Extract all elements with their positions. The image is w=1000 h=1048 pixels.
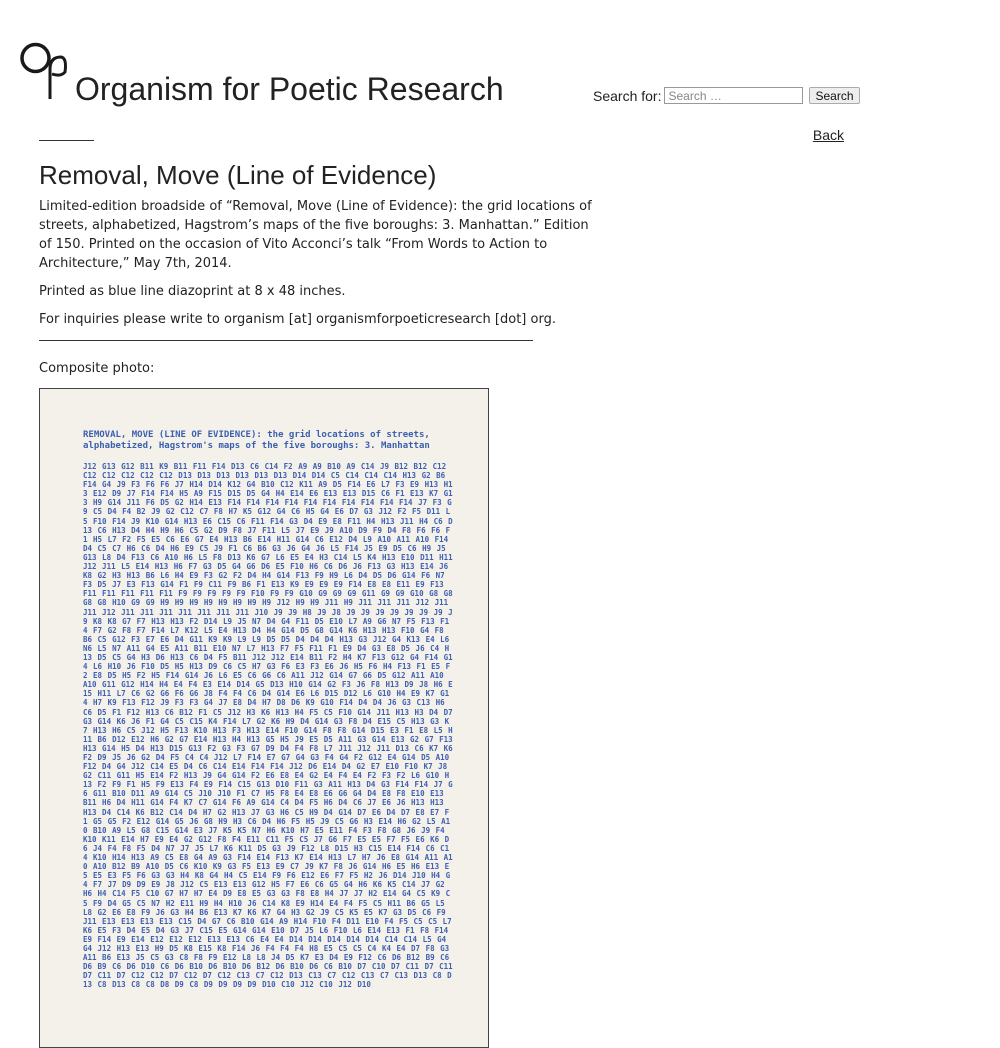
broadside-grid-locations: J12 G13 G12 B11 K9 B11 F11 F14 D13 C6 C14 F2 A9 A9 B10 A9 C14 J9 B12 B12 C12 C12 C12 C12 C12 C12 D13 D13 D13 D13 D13 D13 D14 D14 C5 C14 C14 C14 H13 G2 B6 F14 G4 J9 F3 F6 F6 J7 H14 D14 K12 G4 B10 C12 K11 A9 D5 F14 E6 L7 F3 E9 H13 H13 E12 D9 J7 F14 F14 H5 A9 F15 D15 D5 G4 H4 E14 E6 E13 E13 D15 C6 F1 E13 K7 G13 H9 G14 J11 F6 D5 G2 H14 E13 F14 F14 F14 F14 F14 F14 F14 F14 F14 F14 J7 F3 G9 C5 D4 F4 B2 J9 G2 C12 C7 F8 H7 K5 G12 G4 C6 H5 G4 E6 D7 G3 J12 F2 F5 D11 L5 F10 F14 J9 K10 G14 H13 E6 C15 C6 F11 F14 G3 D4 E9 E8 F11 H4 H13 J11 H4 C6 D13 C6 H13 D4 H4 H9 H6 C5 G2 D9 F8 J7 F11 L5 J7 E9 J9 A10 D9 F9 D4 F8 F6 F6 F1 H5 L7 F2 F5 E5 C6 E6 G7 E4 H13 B6 E14 H11 G14 C6 E12 D4 L9 A10 A11 A10 F14 D4 C5 C7 H6 C6 D4 H6 E9 C5 J9 F1 C6 B6 G3 J6 G4 J6 L5 F14 J5 E9 D5 C6 H9 J5 G13 L8 D4 F13 C6 A10 H6 L5 F8 D13 K6 G7 L6 E5 E4 H3 C14 L5 K4 H13 E10 D11 H11 J12 J11 L5 E14 H13 H6 F7 G3 D5 G4 G6 D6 E5 F10 H6 C6 D6 J6 F13 G3 H13 E14 J6 K8 G2 H3 H13 B6 L6 H4 E9 F3 G2 F2 D4 H4 G14 F13 F9 H9 L6 D4 D5 D6 G14 F6 N7 F3 D5 J7 E3 F13 G14 F1 F9 C11 F9 B6 F1 E13 K9 E9 E9 E9 F14 E8 E8 E11 E9 F13 F11 F11 F11 F11 F11 F9 F9 F9 F9 F9 F10 F9 F9 G10 G9 G9 G9 G11 G9 G9 G10 G8 G8 G8 G8 H10 G9 G9 H9 H9 H9 H9 H9 H9 H9 H9 J12 H9 H9 J11 H9 J11 J11 J11 J12 J11 J11 J12 J11 J11 J11 J11 J11 J11 J11 J10 J9 J9 H8 J9 J8 J9 J9 J9 J9 J9 J9 J9 J9 K8 K8 G7 F7 H13 H13 F2 D14 L9 J5 N7 D4 G4 F11 D5 E10 L7 A9 G6 N7 F5 F13 F14 F7 G2 F8 F7 F14 L7 K12 L5 E4 H13 D4 H4 G14 D5 G8 G14 K6 H13 H13 F10 G4 F8 B6 C5 G12 F3 E7 E6 D4 G11 K9 K9 L9 L9 D5 D5 D4 D4 D4 H13 G3 J12 G4 K13 E4 L6 N6 L5 N7 A11 G4 E5 A11 B11 E10 N7 L7 H13 F7 F5 F11 F1 E9 D4 G3 E8 D5 J6 C4 H13 D5 C5 G4 H3 D6 H13 C6 D4 F5 B11 J12 J12 E14 B11 F2 H4 K7 F13 G12 G4 F14 G14 L6 H10 J6 F10 D5 H5 H13 D9 C6 C5 H7 G3 F6 E3 F3 E6 J6 H5 F6 H4 F13 F1 E5 F2 E8 D5 H5 F2 H5 F14 G14 J6 L6 E5 C6 G6 C6 A11 J12 G14 G7 G6 D5 G12 A11 A10 A10 G11 G12 H14 H4 E4 F4 E3 E14 D14 G5 D13 H10 G14 G2 F3 J6 F8 H13 D9 J8 H6 E15 H11 L7 C6 G2 G6 F6 G6 J8 F4 F4 C6 D4 G14 E6 L6 D15 D12 L6 G10 H4 E9 K7 G14 H7 K9 F13 F12 J9 F3 F3 G4 J7 E8 D4 H7 D8 D6 K9 G10 F14 D4 D4 J6 G3 C13 H6 C6 D5 F1 F12 H13 C6 B12 F1 C5 J12 H3 K6 H13 H4 F5 C5 F10 G14 J11 H13 H3 D4 D7 G3 G14 K6 J6 F1 G4 C5 C15 K4 F14 L7 G2 K6 H9 D4 G14 G3 F8 D4 E15 C5 H13 G3 K7 H13 H6 C5 J12 H5 F13 K10 H13 F3 H13 E14 F10 G14 F8 F8 G14 D15 E3 F1 E8 L5 H11 B6 D12 E12 H6 G2 G7 E14 H13 H4 H13 G5 H5 J9 E5 D5 A11 G3 G14 E13 G2 G7 F13 H13 G14 H5 D4 H13 D15 G13 F2 G3 F3 G7 D9 D4 F4 F8 L7 J11 J12 J11 D13 C6 K7 K6 F2 D9 J5 J6 G2 D4 F5 C4 C4 J12 L7 F14 E7 G7 G4 G3 F4 G4 F2 G12 E4 G14 D5 A10 F12 D4 G4 J12 C14 E5 D4 C6 C14 E14 F14 F14 J12 D6 E14 D4 G2 E7 E10 F10 K7 J8 G2 C11 G11 H5 E14 F2 H13 J9 G4 G14 F2 E6 E8 E4 G2 E4 F4 E4 F2 F3 F2 L6 G10 H13 F2 F9 F1 H5 F9 E13 F4 E9 F14 C15 G13 D10 F11 G3 A11 H13 D4 G3 F14 F14 J7 G6 G11 B10 D11 A9 G14 C5 J10 J10 F1 C7 H5 F8 E4 E8 E6 G6 G4 D4 E8 F8 E10 E13 B11 H6 D4 H11 G14 F4 K7 C7 G14 F6 A9 G14 C4 D4 F5 H6 D4 C6 J7 E6 J6 H13 H13 H13 D4 C14 K6 B12 C14 D4 H7 G2 H13 J7 G3 H6 C5 H9 D4 G14 D7 E6 D4 D7 E8 E7 F1 G5 G5 F2 E12 G14 G5 J6 G8 H9 H3 C6 D4 H6 F5 H5 J9 C5 G6 H3 E14 H6 G2 L5 A10 B10 A9 L5 G8 C15 G14 E3 J7 K5 K5 N7 H6 K10 H7 E5 E11 F4 F3 F8 G8 J6 J9 F4 K10 K11 E14 H7 E9 E4 G2 G12 F8 F4 E11 C11 F5 C5 J7 G6 F7 E5 E5 F7 F5 E6 K6 D6 J4 F4 F8 F5 D4 N7 J7 J5 L7 K6 K11 D5 G3 J9 F12 L8 D15 H3 C15 E14 F14 C6 C14 K10 H14 H13 A9 C5 E8 G4 A9 G3 F14 E14 F13 K7 E14 H13 L7 H7 J6 E8 G14 A11 A10 A10 B12 B9 A10 D5 C6 K10 K9 G3 F5 E13 E9 C7 J9 K7 F8 J6 G14 H6 E5 H6 E13 E5 E5 E3 F5 F6 G3 G3 H4 K8 G4 H4 C5 E14 F9 F6 E12 E6 F7 F5 H2 J6 D14 J10 H4 G4 F7 J7 D9 D9 E9 J8 J12 C5 E13 E13 G12 H5 F7 E6 C6 G5 G4 H6 K6 K5 C14 J7 G2 H6 H4 C14 F5 C10 G7 H7 H7 E4 D9 E8 E5 G3 G3 F8 E8 H4 J7 J7 H2 E14 G4 C5 K9 C5 F9 D4 G5 C5 N7 H2 E11 H9 H4 H10 J6 C14 K8 E9 H14 E4 F4 F5 C5 H11 B6 G5 L5 L8 G2 E6 E8 F9 J6 G3 H4 B6 E13 K7 K6 K7 G4 H3 G2 J9 C5 K5 E5 K7 G3 D5 C6 F9 J11 E13 E13 E13 E13 C15 D4 G7 C6 B10 G14 A9 H14 F10 F4 D11 E10 F4 F5 C5 C5 L7 K6 E5 F3 D4 E5 D4 G3 J7 C15 E5 G14 G14 E10 D7 J5 L6 F10 L6 E14 E13 F1 F8 F14 E9 F14 E9 E14 E12 E12 E12 E13 E13 C6 E4 E4 D14 D14 D14 D14 D14 C14 C14 L5 G4 G4 J12 H13 E13 H9 D5 K8 E15 K8 F14 J6 F4 F4 F4 H8 E5 C5 C5 C4 K4 E4 D7 F8 G3 A11 B6 E13 J5 C5 G3 C8 F8 F9 E12 L8 L8 J4 D5 K7 E3 D4 E9 F12 C6 D6 B12 B9 C6 D6 B9 C6 D6 D10 C6 D6 B10 D6 B10 D6 B12 D6 B10 D6 C6 B10 D7 C10 D7 C11 D7 C11 D7 C11 D7 C12 C12 D7 C12 D7 C12 C13 C7 C12 D13 C13 C7 C12 C13 C7 C13 D13 C8 D13 C8 D13 C8 C8 D8 D9 C8 D9 D9 D9 D9 D10 C10 J12 C10 J12 D10 [83, 462, 459, 990]
organism-logo-icon [20, 41, 70, 105]
search-form [593, 87, 860, 104]
back-link[interactable]: Back [812, 127, 844, 143]
content-divider [39, 340, 533, 341]
page-title: Removal, Move (Line of Evidence) [39, 160, 437, 190]
description-paragraph: Limited-edition broadside of “Removal, Move (Line of Evidence): the grid locations of streets, alphabetized, Hagstrom’s maps of the five boroughs: 3. Manhattan.” Edition of 150. Printed on the occasion of Vito Acconci’s talk “From Words to Action to Architecture,” May 7th, 2014. [39, 199, 592, 271]
search-label: Search for: [593, 87, 662, 104]
site-title[interactable]: Organism for Poetic Research [75, 71, 504, 107]
search-input[interactable] [664, 87, 803, 104]
photo-label: Composite photo: [39, 361, 155, 376]
inquiries-paragraph: For inquiries please write to organism [at] organismforpoeticresearch [dot] org. [39, 312, 556, 327]
composite-photo[interactable] [39, 388, 489, 1048]
header-divider [39, 140, 94, 141]
search-button[interactable]: Search [809, 87, 859, 104]
broadside-title: REMOVAL, MOVE (LINE OF EVIDENCE): the grid locations of streets, alphabetized, Hagstrom's maps of the five boroughs: 3. Manhattan [83, 430, 430, 451]
article-body [39, 197, 599, 1048]
print-format-paragraph: Printed as blue line diazoprint at 8 x 48 inches. [39, 284, 346, 299]
